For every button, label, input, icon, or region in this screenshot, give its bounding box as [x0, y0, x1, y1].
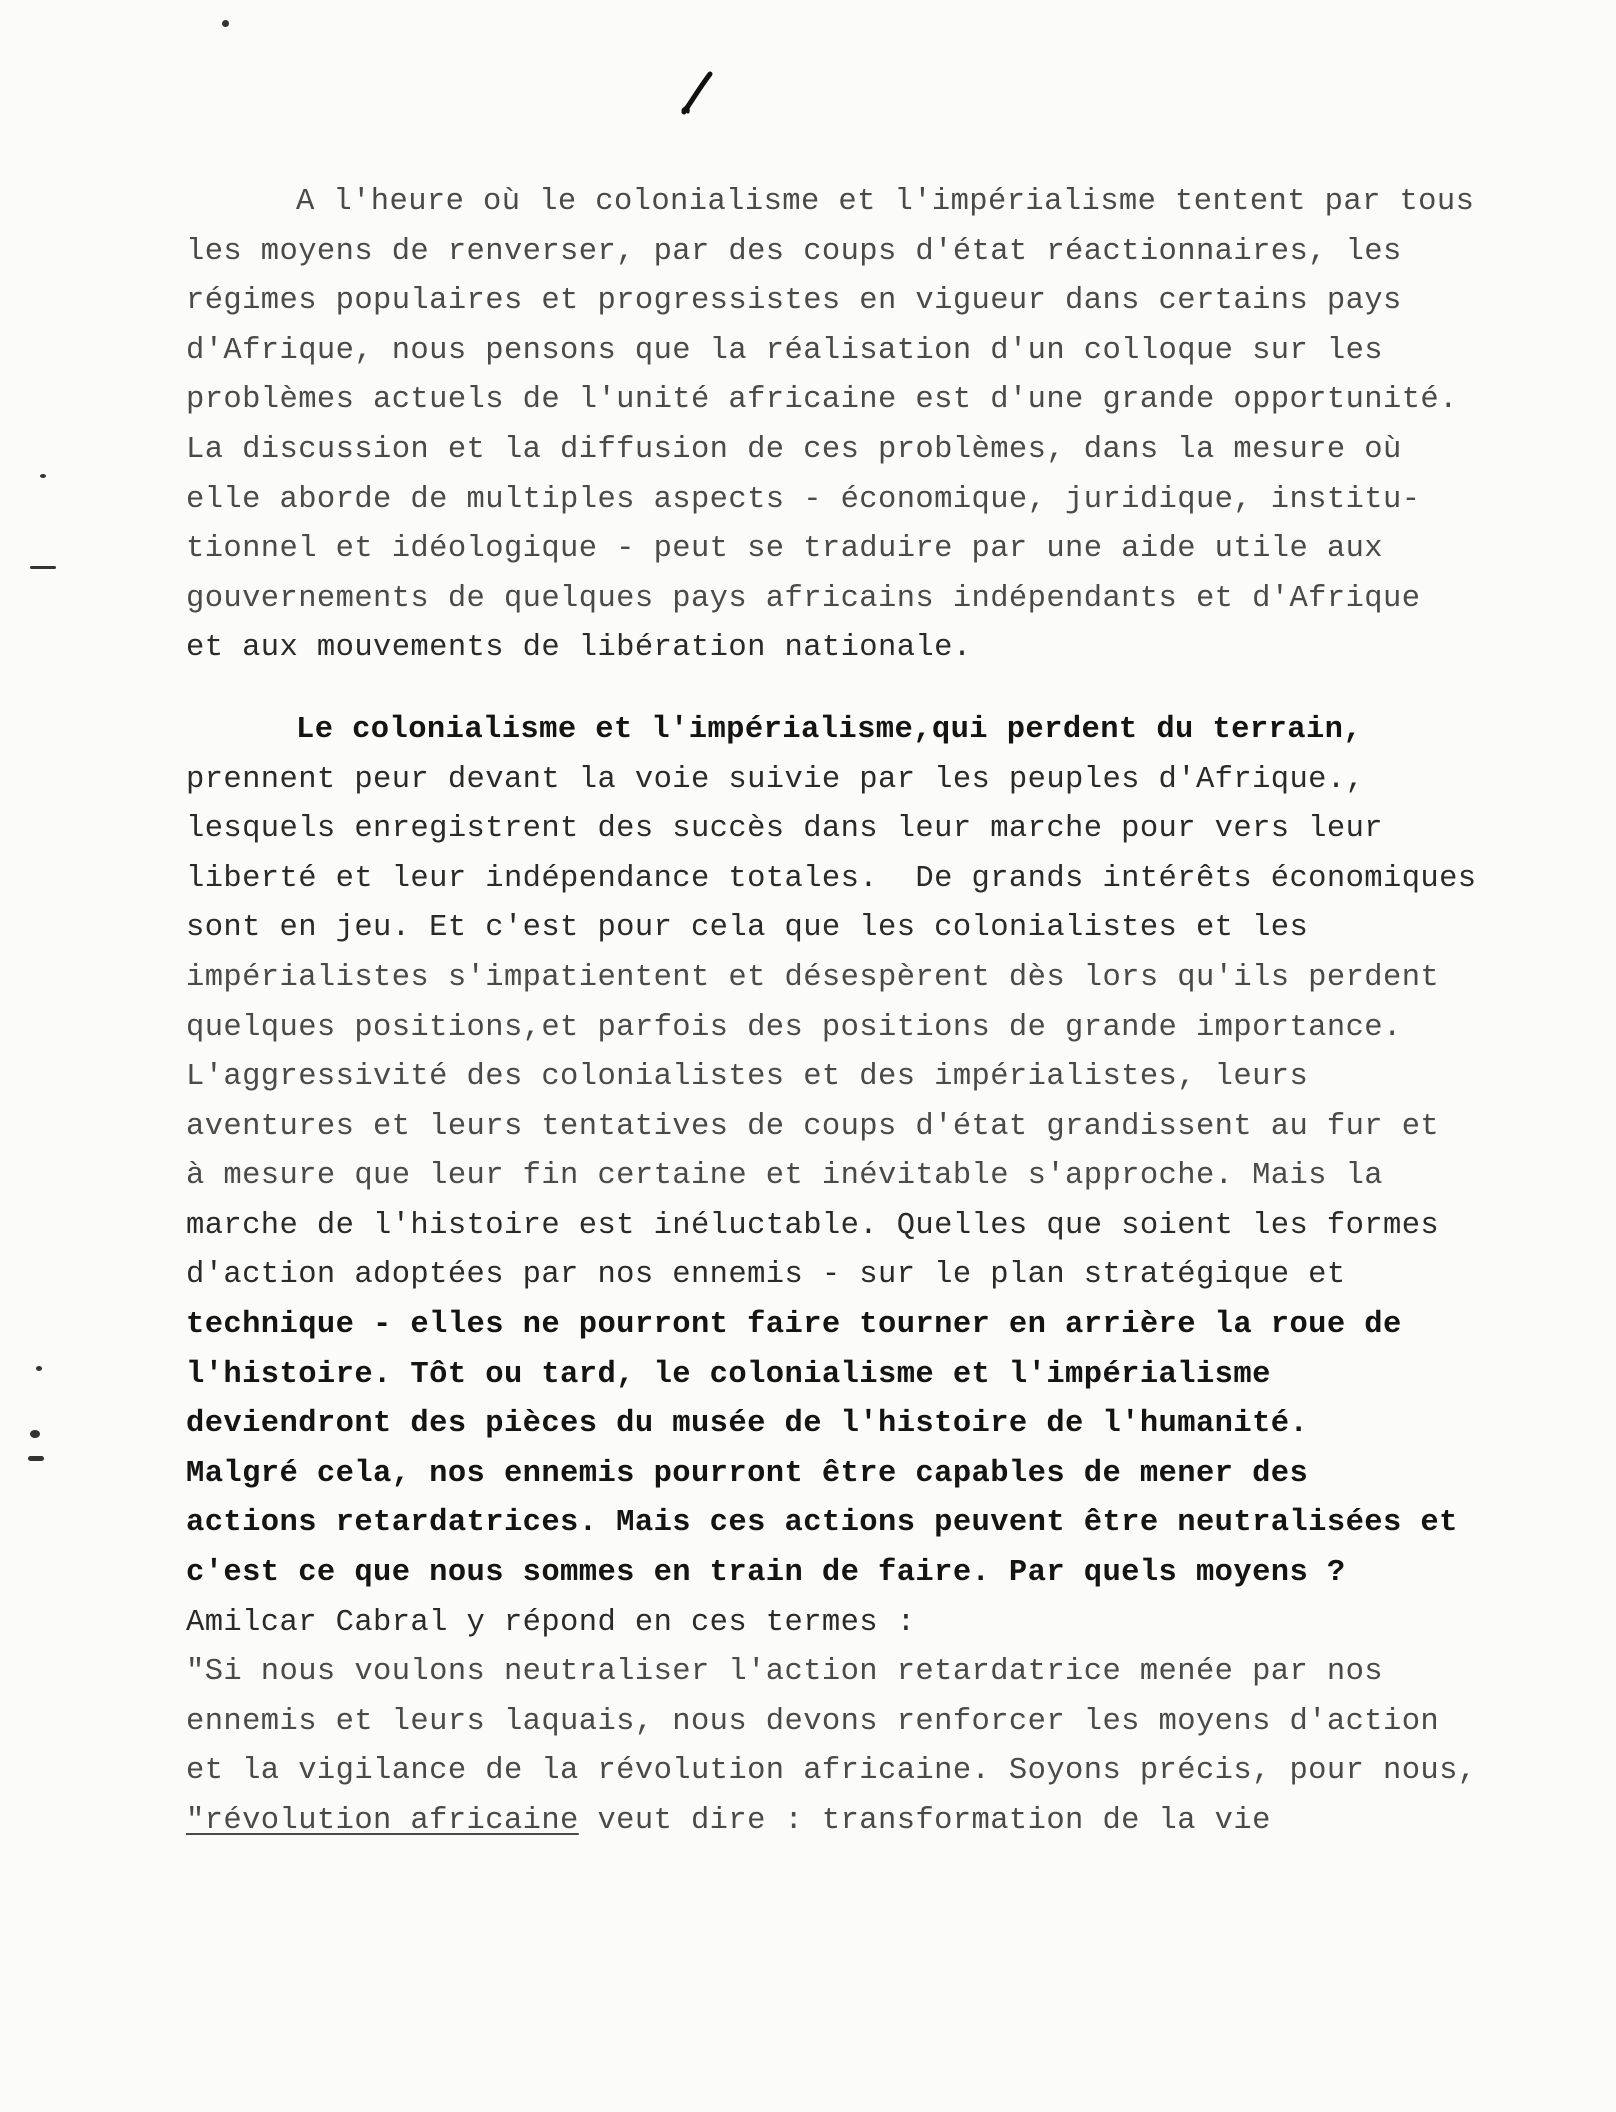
text-line: problèmes actuels de l'unité africaine est d'une grande opportunité. — [186, 383, 1458, 418]
speck — [40, 474, 46, 478]
text-line: ennemis et leurs laquais, nous devons renforcer les moyens d'action — [186, 1704, 1440, 1739]
text-line — [186, 1797, 1566, 1847]
text-line: A l'heure où le colonialisme et l'impérialisme tentent par tous — [296, 185, 1475, 219]
text-line: régimes populaires et progressistes en vigueur dans certains pays — [186, 284, 1402, 319]
text-line: marche de l'histoire est inéluctable. Quelles que soient les formes — [186, 1208, 1440, 1243]
text-line: gouvernements de quelques pays africains indépendants et d'Afrique — [186, 581, 1421, 616]
paragraph-2 — [186, 706, 1566, 1847]
text-line: Amilcar Cabral y répond en ces termes : — [186, 1605, 916, 1640]
text-line: quelques positions,et parfois des positions de grande importance. — [186, 1010, 1402, 1045]
text-line: aventures et leurs tentatives de coups d'état grandissent au fur et — [186, 1109, 1440, 1144]
text-line: à mesure que leur fin certaine et inévitable s'approche. Mais la — [186, 1159, 1383, 1194]
text-line: et la vigilance de la révolution africaine. Soyons précis, pour nous, — [186, 1754, 1477, 1789]
speck — [28, 1456, 44, 1461]
text-line: Le colonialisme et l'impérialisme,qui perdent du terrain, — [296, 712, 1363, 747]
paragraph-gap — [186, 674, 1566, 706]
paragraph-1 — [186, 178, 1566, 674]
text-line: prennent peur devant la voie suivie par les peuples d'Afrique., — [186, 762, 1365, 797]
speck — [222, 20, 229, 27]
text-line: technique - elles ne pourront faire tourner en arrière la roue de — [186, 1308, 1402, 1343]
speck — [36, 1366, 42, 1371]
text-line: d'Afrique, nous pensons que la réalisation d'un colloque sur les — [186, 333, 1383, 368]
text-line: l'histoire. Tôt ou tard, le colonialisme et l'impérialisme — [186, 1357, 1271, 1392]
text-line: lesquels enregistrent des succès dans leur marche pour vers leur — [186, 812, 1383, 847]
text-line: elle aborde de multiples aspects - économique, juridique, institu- — [186, 482, 1421, 517]
text-line: liberté et leur indépendance totales. De grands intérêts économiques — [186, 861, 1477, 896]
speck — [30, 1430, 40, 1438]
text-line: impérialistes s'impatientent et désespèrent dès lors qu'ils perdent — [186, 960, 1440, 995]
text-line: actions retardatrices. Mais ces actions peuvent être neutralisées et — [186, 1506, 1458, 1541]
text-fragment: veut dire : transformation de la vie — [578, 1804, 1271, 1838]
text-line: L'aggressivité des colonialistes et des impérialistes, leurs — [186, 1060, 1309, 1095]
text-line: deviendront des pièces du musée de l'histoire de l'humanité. — [186, 1407, 1309, 1442]
text-line: La discussion et la diffusion de ces problèmes, dans la mesure où — [186, 432, 1402, 467]
text-line: et aux mouvements de libération nationale. — [186, 631, 972, 666]
text-line: c'est ce que nous sommes en train de faire. Par quels moyens ? — [186, 1556, 1346, 1591]
text-line: "Si nous voulons neutraliser l'action retardatrice menée par nos — [186, 1655, 1383, 1690]
speck — [30, 566, 56, 569]
document-body — [186, 178, 1566, 1847]
text-line: d'action adoptées par nos ennemis - sur le plan stratégique et — [186, 1258, 1346, 1293]
text-line: sont en jeu. Et c'est pour cela que les colonialistes et les — [186, 911, 1309, 946]
handwritten-checkmark — [680, 70, 714, 116]
text-line: Malgré cela, nos ennemis pourront être capables de mener des — [186, 1456, 1309, 1491]
text-line: les moyens de renverser, par des coups d'état réactionnaires, les — [186, 234, 1402, 269]
underlined-phrase: "révolution africaine — [186, 1804, 579, 1838]
text-line: tionnel et idéologique - peut se traduire par une aide utile aux — [186, 532, 1383, 567]
